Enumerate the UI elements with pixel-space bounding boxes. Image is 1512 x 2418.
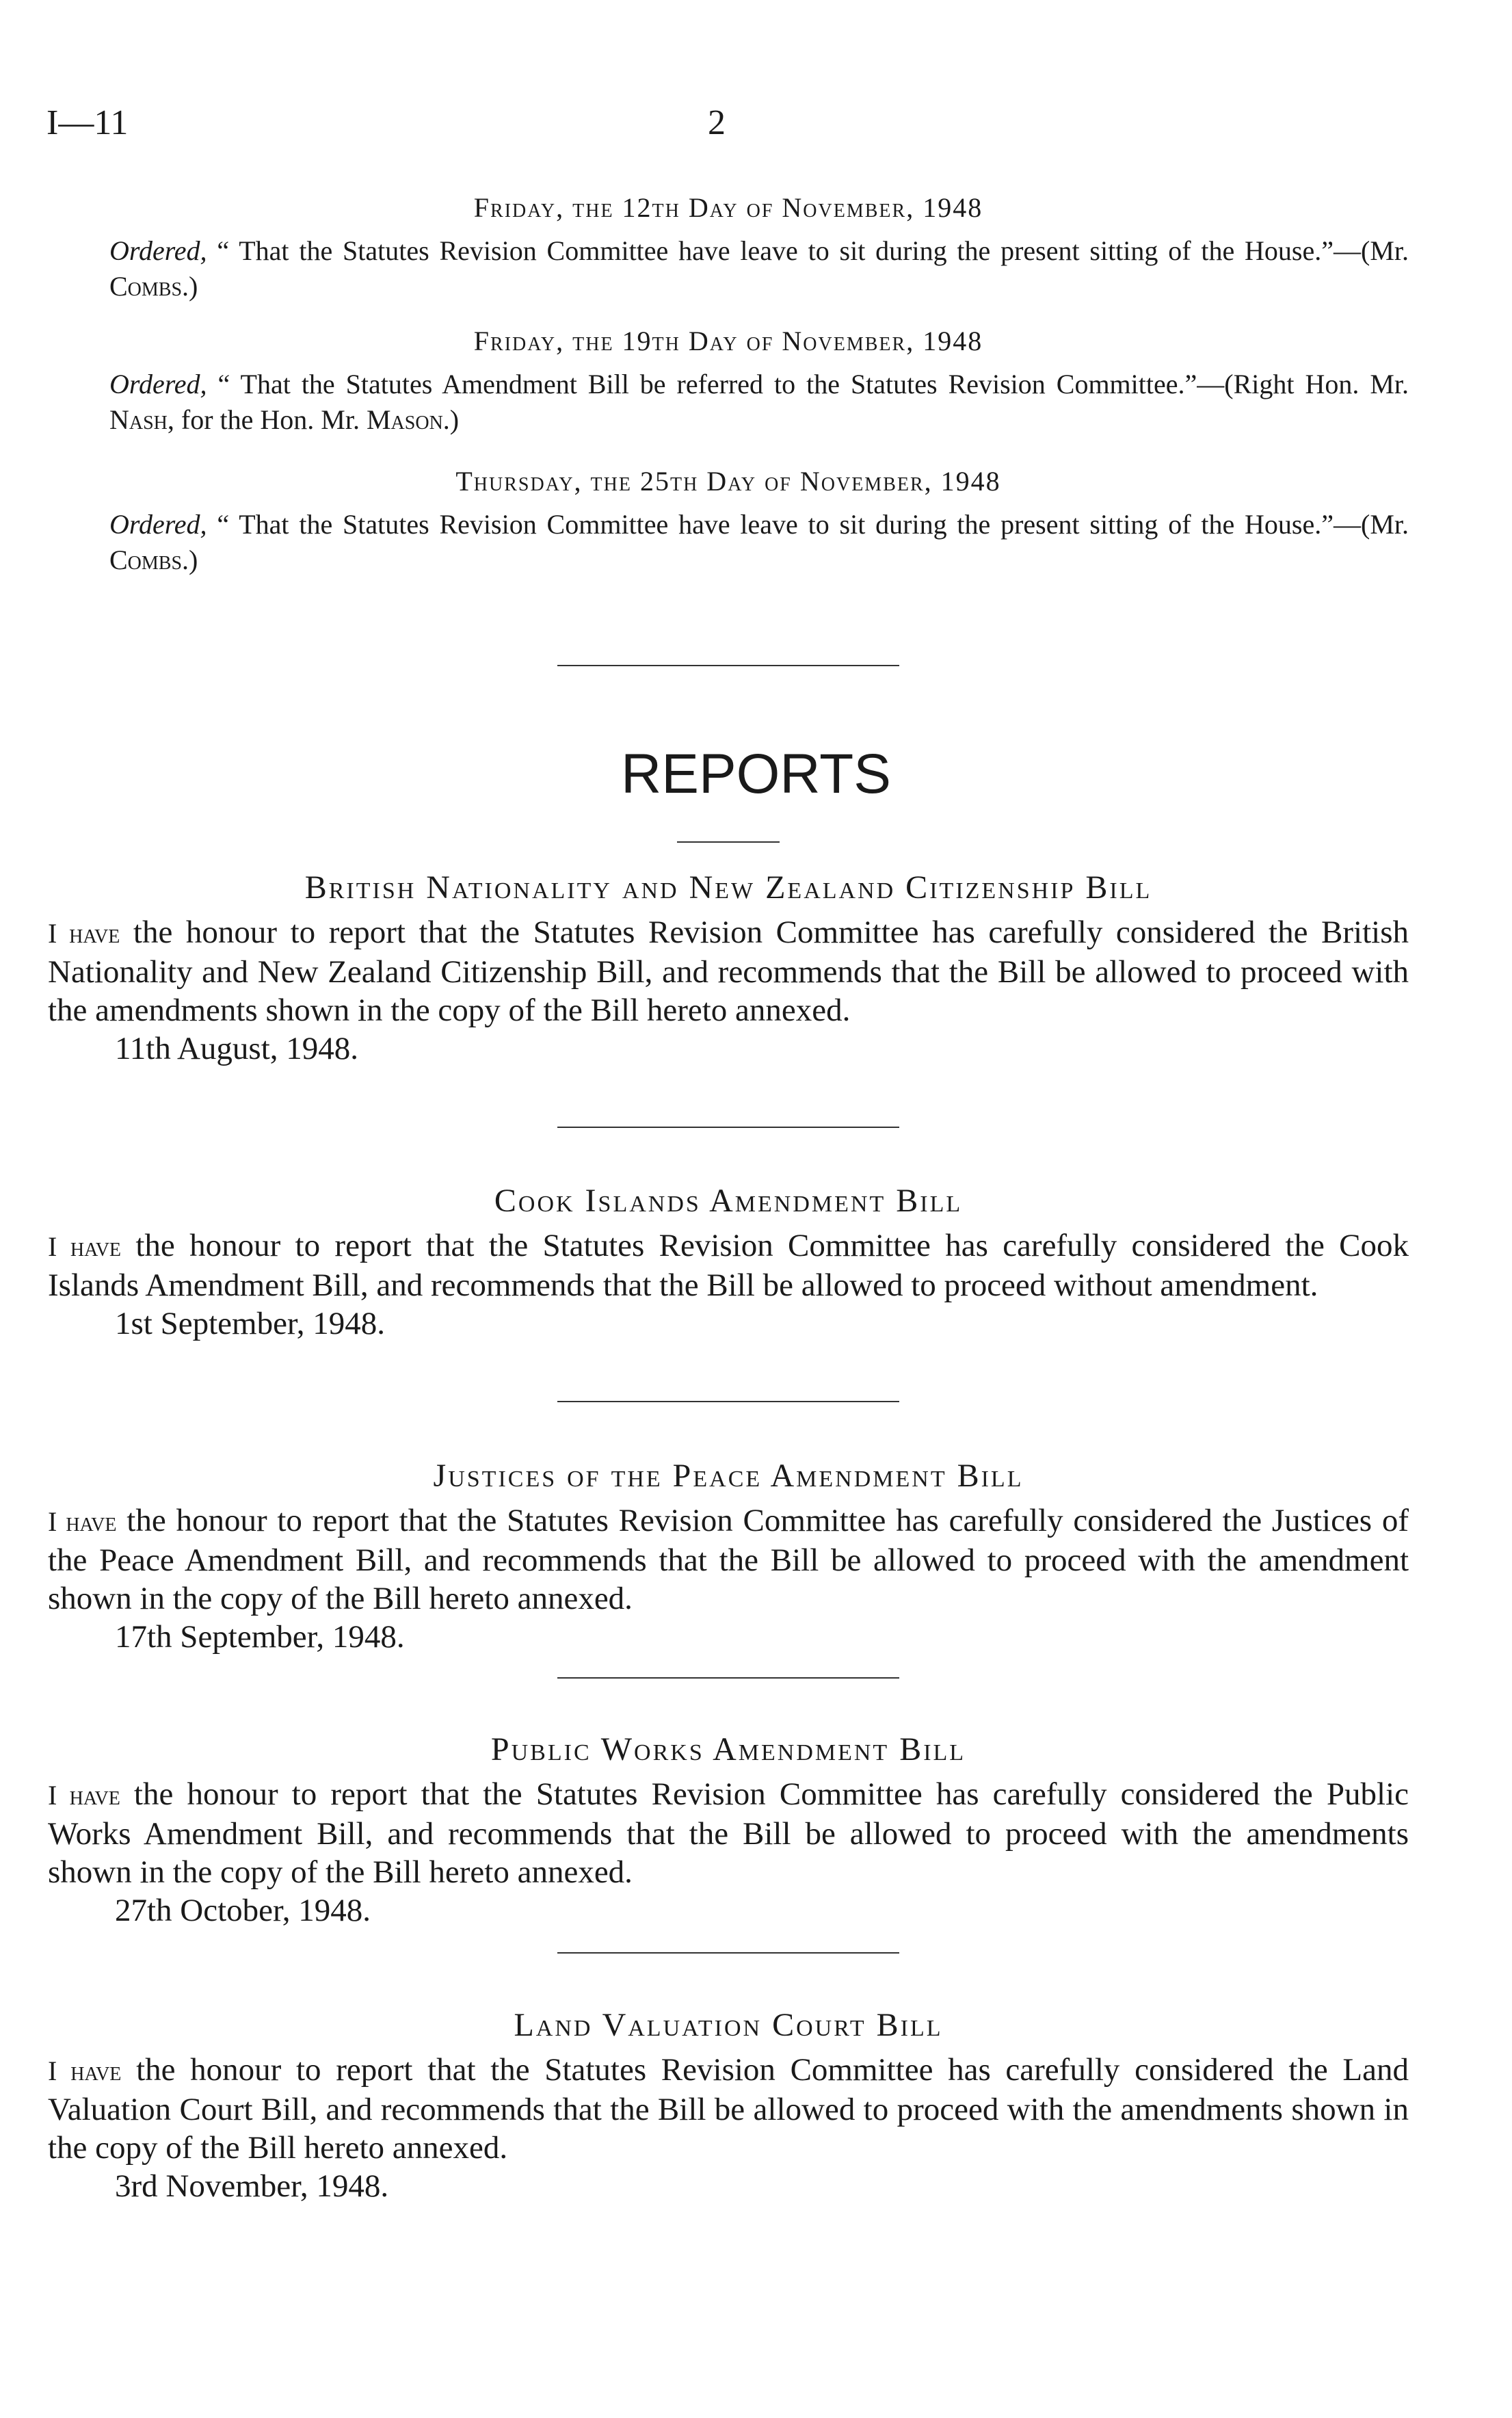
report-lead: I have <box>48 1231 122 1262</box>
report-text: the honour to report that the Statutes Revision Committee has carefully considered the Land Valuation Court Bill, and recommends that the Bill be allowed to proceed with the amendments shown in the copy of the Bill hereto annexed. <box>48 2052 1409 2166</box>
report-text: the honour to report that the Statutes Revision Committee has carefully considered the Cook Islands Amendment Bill, and recommends that the Bill be allowed to proceed without amendment. <box>48 1228 1409 1303</box>
section-divider <box>557 1127 899 1128</box>
report-lead: I have <box>48 1780 120 1811</box>
report-date: 17th September, 1948. <box>115 1619 405 1655</box>
order-entry <box>48 192 1409 304</box>
member-name-2: Mason <box>366 404 443 435</box>
report-body <box>48 913 1409 1029</box>
order-end: .) <box>182 271 198 302</box>
report-date: 11th August, 1948. <box>115 1031 359 1066</box>
report-heading: Justices of the Peace Amendment Bill <box>433 1458 1024 1494</box>
report-entry <box>48 1731 1409 1930</box>
report-body <box>48 2051 1409 2167</box>
report-body <box>48 1775 1409 1891</box>
report-entry <box>48 869 1409 1068</box>
order-body: “ That the Statutes Amendment Bill be referred to the Statutes Revision Committee.”—(Right Hon. Mr. <box>217 369 1409 399</box>
section-divider <box>557 1952 899 1954</box>
report-text: the honour to report that the Statutes Revision Committee has carefully considered the Public Works Amendment Bill, and recommends that the Bill be allowed to proceed with the amendments shown in the copy of the Bill hereto annexed. <box>48 1776 1409 1890</box>
report-lead: I have <box>48 2055 122 2086</box>
report-text: the honour to report that the Statutes Revision Committee has carefully considered the British Nationality and New Zealand Citizenship Bill, and recommends that the Bill be allowed to proceed with the amendments shown in the copy of the Bill hereto annexed. <box>48 915 1409 1028</box>
report-heading: Public Works Amendment Bill <box>490 1731 966 1767</box>
report-date: 3rd November, 1948. <box>115 2168 389 2204</box>
report-date: 1st September, 1948. <box>115 1306 385 1341</box>
report-heading: British Nationality and New Zealand Citizenship Bill <box>304 869 1152 906</box>
ordered-label: Ordered, <box>109 509 207 540</box>
member-name: Nash <box>109 404 168 435</box>
order-body-mid: , for the Hon. Mr. <box>167 404 367 435</box>
report-lead: I have <box>48 1506 117 1537</box>
report-body <box>48 1226 1409 1304</box>
order-date: Friday, the 19th Day of November, 1948 <box>473 326 983 356</box>
ordered-label: Ordered, <box>109 369 207 399</box>
ordered-label: Ordered, <box>109 235 207 266</box>
section-divider <box>557 1401 899 1402</box>
order-end: .) <box>182 544 198 575</box>
section-divider <box>557 1677 899 1679</box>
order-entry <box>48 465 1409 578</box>
order-end: .) <box>442 404 460 435</box>
report-entry <box>48 1457 1409 1656</box>
order-text <box>48 367 1409 438</box>
order-body: “ That the Statutes Revision Committee have leave to sit during the present sitting of the House.”—(Mr. <box>217 235 1409 266</box>
reports-title: REPORTS <box>621 743 891 805</box>
order-text <box>48 233 1409 304</box>
report-lead: I have <box>48 918 120 949</box>
order-text <box>48 507 1409 578</box>
paper-reference: I—11 <box>47 103 129 142</box>
report-entry <box>48 1182 1409 1343</box>
order-entry <box>48 325 1409 438</box>
report-heading: Land Valuation Court Bill <box>514 2007 943 2043</box>
order-date: Thursday, the 25th Day of November, 1948 <box>455 466 1001 497</box>
report-date: 27th October, 1948. <box>115 1893 371 1928</box>
report-entry <box>48 2006 1409 2205</box>
order-date: Friday, the 12th Day of November, 1948 <box>473 192 983 223</box>
title-underline <box>677 841 780 843</box>
report-body <box>48 1501 1409 1618</box>
page-number: 2 <box>708 103 726 142</box>
order-body: “ That the Statutes Revision Committee have leave to sit during the present sitting of the House.”—(Mr. <box>217 509 1409 540</box>
report-heading: Cook Islands Amendment Bill <box>494 1183 963 1219</box>
report-text: the honour to report that the Statutes Revision Committee has carefully considered the Justices of the Peace Amendment Bill, and recommends that the Bill be allowed to proceed with the amendment shown in the copy of the Bill hereto annexed. <box>48 1503 1409 1616</box>
member-name: Combs <box>109 271 183 302</box>
member-name: Combs <box>109 544 183 575</box>
section-divider <box>557 665 899 666</box>
